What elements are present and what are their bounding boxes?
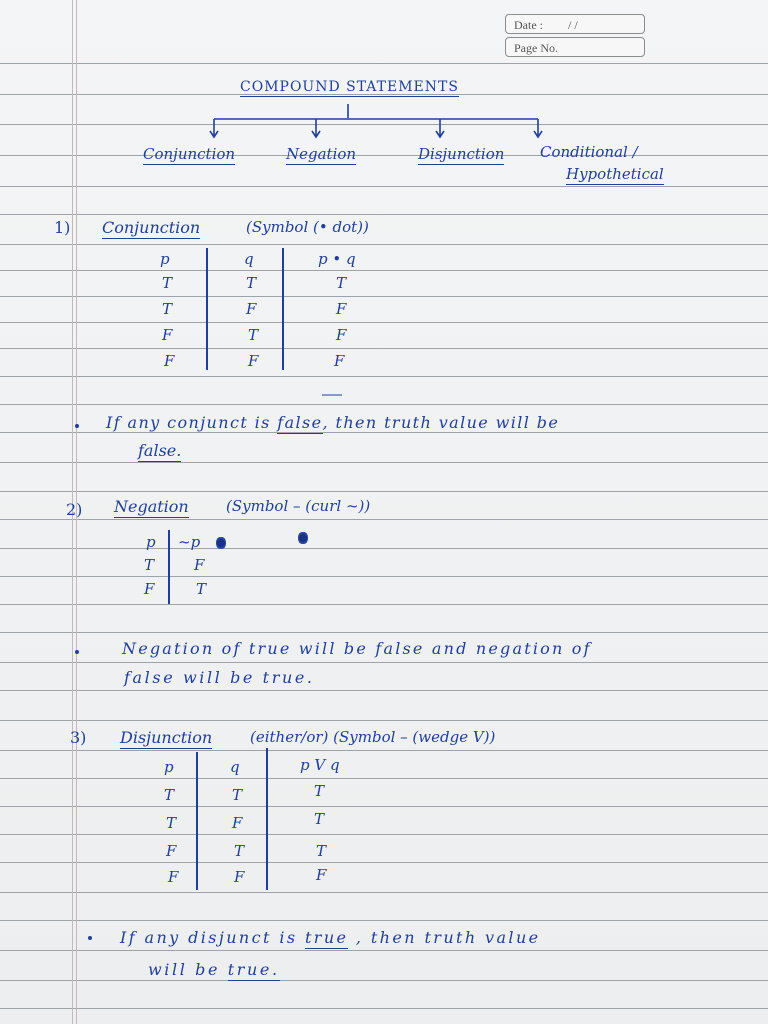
table-cell: F (194, 556, 205, 574)
page-label: Page No. (514, 41, 558, 55)
branch-conditional: Conditional / (540, 143, 638, 161)
disjunction-heading: Disjunction (120, 728, 213, 747)
conjunction-heading: Conjunction (102, 218, 201, 237)
table-header-p: p (146, 533, 156, 551)
table-cell: T (234, 842, 245, 860)
table-cell: T (162, 300, 173, 318)
table-header-p: p (160, 250, 170, 268)
table-header-p: p (164, 758, 174, 776)
table-cell: F (164, 352, 175, 370)
table-cell: F (334, 352, 345, 370)
negation-note-line2: false will be true. (124, 668, 315, 687)
ink-blot (298, 531, 308, 545)
table-divider (196, 752, 198, 890)
note-text: If any conjunct is (106, 413, 278, 432)
bullet-dot (75, 650, 79, 654)
table-cell: F (168, 868, 179, 886)
table-cell: F (234, 868, 245, 886)
negation-note-line1: Negation of true will be false and negation of (122, 639, 592, 658)
table-header-not-p: ~p (178, 533, 201, 551)
table-cell: T (144, 556, 155, 574)
table-divider (266, 748, 268, 890)
table-header-q: q (244, 250, 254, 268)
negation-heading: Negation (114, 497, 189, 516)
table-cell: T (248, 326, 259, 344)
note-emphasis: false (277, 413, 323, 432)
branch-negation: Negation (286, 145, 357, 163)
bullet-dot (88, 936, 92, 940)
branch-conjunction: Conjunction (143, 145, 236, 163)
table-cell: T (336, 274, 347, 292)
table-cell: T (164, 786, 175, 804)
table-cell: T (232, 786, 243, 804)
table-cell: F (246, 300, 257, 318)
table-divider (168, 530, 170, 604)
table-divider (282, 248, 284, 370)
disjunction-note-line1 (120, 928, 541, 947)
table-cell: T (162, 274, 173, 292)
table-header-q: q (230, 758, 240, 776)
table-cell: F (166, 842, 177, 860)
section-number-2: 2) (66, 500, 83, 519)
branch-hypothetical: Hypothetical (566, 165, 664, 183)
note-text: will be (148, 960, 228, 979)
table-cell: T (246, 274, 257, 292)
table-header-p-or-q: p V q (300, 756, 340, 774)
table-cell: T (316, 842, 327, 860)
note-text: , then truth value (348, 928, 541, 947)
conjunction-symbol: (Symbol (• dot)) (246, 218, 369, 236)
note-emphasis: true. (227, 960, 280, 979)
table-cell: F (336, 300, 347, 318)
table-cell: F (316, 866, 327, 884)
table-header-p-dot-q: p • q (318, 250, 356, 268)
table-cell: T (196, 580, 207, 598)
date-label: Date : (514, 18, 543, 32)
bullet-dot (75, 424, 79, 428)
table-cell: F (232, 814, 243, 832)
ink-blot (216, 536, 226, 550)
table-divider (206, 248, 208, 370)
disjunction-note-line2 (148, 960, 280, 979)
page-title: COMPOUND STATEMENTS (240, 79, 459, 95)
table-cell: T (314, 782, 325, 800)
table-cell: T (314, 810, 325, 828)
section-number-3: 3) (70, 728, 87, 747)
section-number-1: 1) (54, 218, 71, 237)
note-emphasis: true (304, 928, 349, 947)
note-text: , then truth value will be (322, 413, 560, 432)
table-cell: F (162, 326, 173, 344)
disjunction-symbol: (either/or) (Symbol – (wedge V)) (250, 728, 496, 746)
branch-disjunction: Disjunction (418, 145, 505, 163)
table-cell: F (144, 580, 155, 598)
date-value: / / (568, 18, 578, 32)
table-cell: F (336, 326, 347, 344)
conjunction-note-line2: false. (138, 441, 182, 460)
conjunction-note-line1 (106, 413, 559, 432)
table-cell: F (248, 352, 259, 370)
note-text: If any disjunct is (120, 928, 305, 947)
negation-symbol: (Symbol – (curl ~)) (226, 497, 371, 515)
table-cell: T (166, 814, 177, 832)
